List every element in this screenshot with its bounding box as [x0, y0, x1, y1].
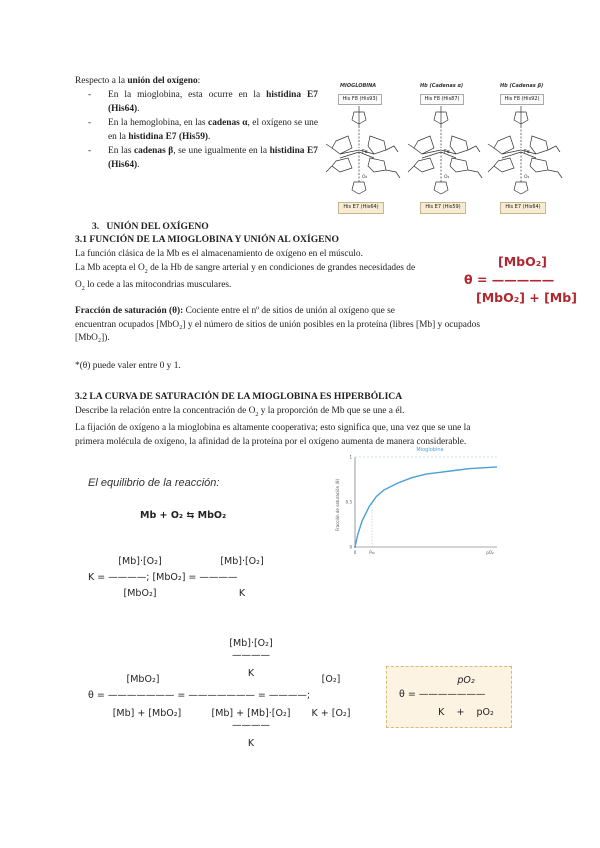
formula-denominator: [MbO₂] + [Mb]: [476, 290, 577, 305]
theta-symbol: θ =: [464, 272, 492, 287]
paragraph: [75, 305, 535, 319]
heme-binding-figure: [326, 80, 566, 220]
chart-title: Mioglobina: [416, 447, 444, 453]
o2-label: O₂: [524, 175, 530, 180]
list-item-text: .: [137, 159, 140, 170]
box-numerator: pO₂: [457, 675, 475, 686]
paragraph: primera molécula de oxígeno, la afinidad de la proteína por el oxígeno aumenta de manera considerable.: [75, 436, 467, 447]
list-item-bold: cadenas α: [208, 118, 248, 128]
theta1-denominator: [Mb] + [MbO₂]: [112, 708, 182, 719]
intro-paragraph: [75, 75, 325, 89]
panel-title: Hb (Cadenas β): [500, 83, 544, 89]
equilibrium-heading: El equilibrio de la reacción:: [88, 477, 220, 489]
saturation-curve: [355, 467, 497, 547]
equals: =: [174, 690, 189, 701]
list-item: [108, 89, 318, 116]
list-item-text: En la hemoglobina, en las: [108, 118, 209, 128]
mbo2-denominator: K: [238, 588, 246, 599]
section-3-heading: [92, 221, 209, 232]
list-item-text: .: [208, 131, 211, 142]
panel-top-label: His F8 (His92): [500, 94, 544, 105]
section-3-1-heading: 3.1 FUNCIÓN DE LA MIOGLOBINA Y UNIÓN AL OXÍGENO: [75, 234, 339, 245]
list-item-bold: histidina E7 (His59): [128, 131, 209, 142]
text: lo cede a las mitocondrias musculares.: [84, 279, 232, 290]
text: de la Hb de sangre arterial y en condiciones de grandes necesidades de: [147, 262, 416, 273]
semicolon: ;: [306, 690, 311, 701]
box-denominator: K + pO₂: [438, 707, 494, 718]
heme-structure-icon: [406, 106, 486, 198]
origin-point: [354, 546, 356, 548]
nested-numerator: [Mb]·[O₂]: [229, 638, 273, 649]
paragraph: Describe la relación entre la concentración de $O_2$ y la proporción de Mb que se une a él.: [75, 406, 405, 418]
chart-marks: [354, 467, 497, 548]
fraction-bar: ————: [108, 572, 147, 583]
theta-derivation: [88, 638, 378, 753]
section-3-1-body: [75, 248, 455, 296]
fe-label: Fe: [524, 149, 530, 155]
theta-lhs: θ =: [399, 689, 419, 700]
panel-bottom-label: His E7 (His64): [500, 202, 546, 214]
list-item-text: , se une igualmente en la: [173, 146, 270, 156]
panel-top-label: His F8 (His87): [420, 94, 464, 105]
panel-bottom-label: His E7 (His64): [338, 202, 384, 214]
chart-ylabel: Fracción de saturación (θ): [335, 478, 340, 532]
term: Fracción de saturación (θ):: [75, 306, 184, 316]
panel-bottom-label: His E7 (His59): [420, 202, 466, 214]
paragraph: encuentran ocupados [MbO₂] y el número de sitios de unión posibles en la proteína (libres [Mb] y ocupados: [75, 319, 480, 330]
bullet-2: -: [88, 118, 92, 128]
formula-numerator: [MbO₂]: [498, 254, 547, 269]
text: y la proporción de Mb que se une a él.: [258, 406, 405, 416]
bullet-3: -: [88, 146, 92, 156]
text: La Mb acepta el O: [75, 262, 145, 273]
x-tick-label: P₅₀: [369, 550, 375, 555]
k-numerator: [Mb]·[O₂]: [118, 556, 162, 567]
k-lhs: K =: [88, 572, 109, 583]
x-tick-label: 0: [353, 550, 357, 555]
heme-structure-icon: [486, 106, 566, 198]
o2-label: O₂: [362, 175, 368, 180]
section-title: UNIÓN DEL OXÍGENO: [106, 221, 209, 232]
text: Cociente entre el nº de sitios de unión al oxígeno que se: [183, 306, 395, 316]
list-item-text: , el oxígeno se une en la: [108, 118, 318, 142]
list-item-bold: cadenas β: [133, 146, 174, 156]
heme-panel: [486, 80, 566, 220]
list-item-text: En las: [108, 146, 134, 156]
list-item-bold: histidina E7 (His64): [108, 146, 318, 170]
heme-panel: [326, 80, 406, 220]
fraction-bar: ———————: [107, 690, 175, 701]
box-line: [399, 689, 485, 700]
mbo2-lhs: [MbO₂] =: [152, 572, 200, 583]
nested-denominator: K: [247, 668, 255, 679]
x-tick-label: pO₂: [486, 550, 494, 555]
intro-colon: :: [197, 76, 201, 86]
equals: =: [254, 690, 269, 701]
theta3-numerator: [O₂]: [321, 674, 341, 685]
heme-panel: [406, 80, 486, 220]
theta-note: *(θ) puede valer entre 0 y 1.: [75, 361, 181, 371]
nested-bar: ————: [232, 650, 270, 661]
intro-bold: unión del oxígeno: [127, 76, 198, 86]
mbo2-numerator: [Mb]·[O₂]: [220, 556, 264, 567]
panel-title: MIOGLOBINA: [340, 83, 377, 89]
fraction-bar: ————: [199, 572, 238, 583]
list-item: [108, 117, 318, 144]
panel-title: Hb (Cadenas α): [420, 83, 464, 89]
y-tick-label: 0.5: [345, 499, 352, 505]
paragraph: $O_2$ lo cede a las mitocondrias musculares.: [75, 279, 232, 292]
theta1-numerator: [MbO₂]: [126, 674, 160, 685]
fe-label: Fe: [362, 149, 368, 155]
fraction-bar: —————: [491, 272, 555, 287]
k-denominator: [MbO₂]: [123, 588, 157, 599]
heme-structure-icon: [326, 106, 406, 198]
y-tick-label: 0: [349, 544, 352, 550]
list-item-bold: histidina E7 (His64): [108, 90, 318, 114]
nested-bar: ————: [232, 720, 270, 731]
section-number: 3.: [92, 221, 100, 232]
paragraph: La Mb acepta el $O_2$ de la Hb de sangre arterial y en condiciones de grandes necesidades de: [75, 262, 416, 275]
formula-line: [464, 272, 554, 287]
list-item-text: En la mioglobina, esta ocurre en la: [108, 90, 267, 100]
panel-top-label: His F8 (His93): [338, 94, 382, 105]
list-item: [108, 145, 318, 172]
saturation-curve-chart: [325, 443, 505, 558]
theta-line: [88, 690, 310, 701]
saturation-formula: [460, 250, 580, 310]
paragraph: La función clásica de la Mb es el almacenamiento de oxígeno en el músculo.: [75, 249, 363, 259]
separator: ;: [146, 572, 153, 583]
bullet-1: -: [88, 90, 92, 100]
paragraph: [MbO₂]).: [75, 333, 110, 343]
nested-denominator: K: [247, 738, 255, 749]
fraction-bar: ———————: [188, 690, 255, 701]
paragraph: La fijación de oxígeno a la mioglobina es altamente cooperativa; esto significa que, una vez que se une la: [75, 423, 471, 434]
fraction-bar: ————: [268, 690, 307, 701]
text: O: [75, 279, 82, 290]
theta3-denominator: K + [O₂]: [311, 708, 351, 719]
theta2-denominator: [Mb] + [Mb]·[O₂]: [211, 708, 291, 719]
fraction-bar: ———————: [418, 689, 486, 700]
o2-label: O₂: [444, 175, 450, 180]
text: Describe la relación entre la concentración de O: [75, 406, 256, 416]
saturation-definition: [75, 305, 535, 346]
k-line: [88, 572, 237, 583]
y-tick-label: 1: [349, 454, 352, 460]
list-item-text: .: [137, 103, 140, 114]
theta-lhs: θ =: [88, 690, 108, 701]
k-equation: [88, 552, 328, 602]
section-3-2-heading: 3.2 LA CURVA DE SATURACIÓN DE LA MIOGLOBINA ES HIPERBÓLICA: [75, 391, 403, 402]
reaction-equation: Mb + O₂ ⇆ MbO₂: [140, 510, 227, 521]
chart-axes: [346, 455, 497, 556]
fe-label: Fe: [444, 149, 450, 155]
intro-text: Respecto a la: [75, 76, 128, 86]
final-formula-box: [386, 666, 512, 728]
